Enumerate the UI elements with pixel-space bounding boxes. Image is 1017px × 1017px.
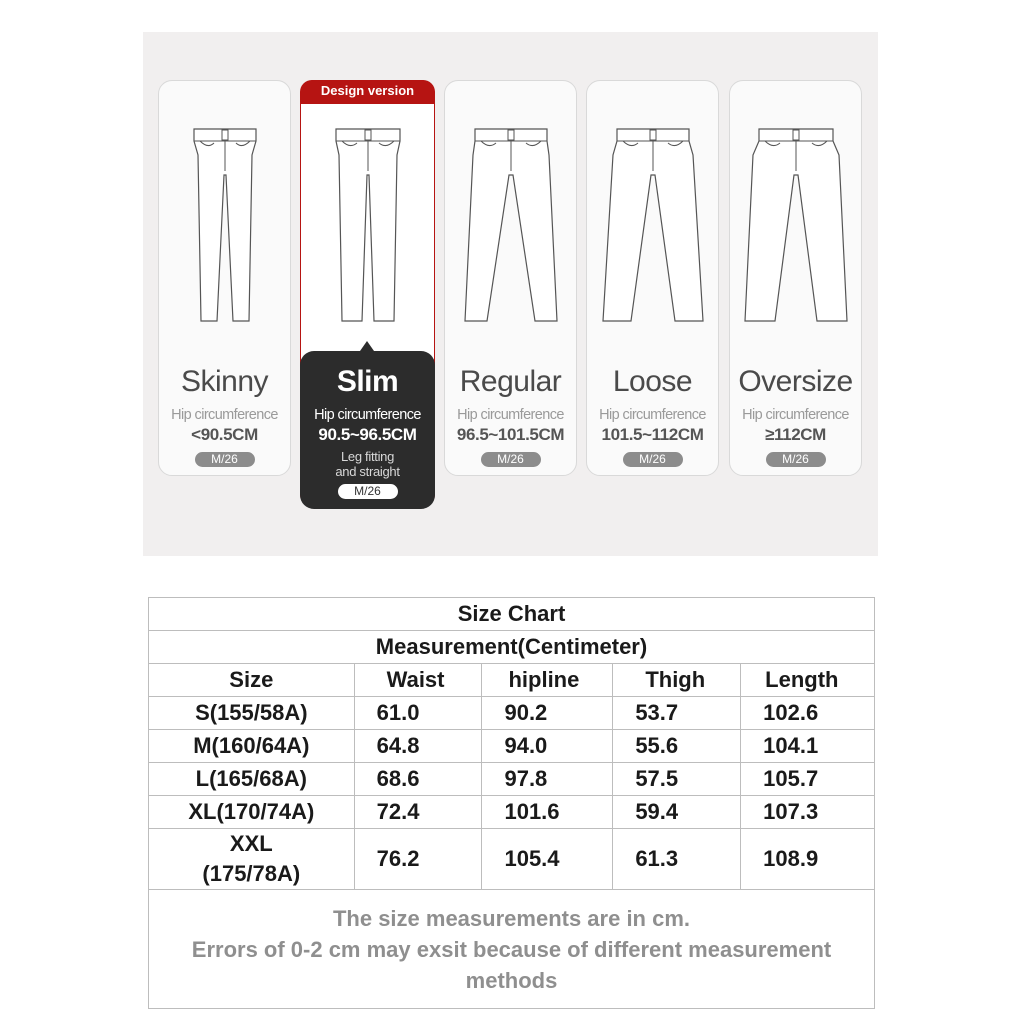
table-row [149,796,875,829]
fit-name: Regular [459,365,562,398]
hipline-cell: 105.4 [482,829,613,890]
measurement-note [149,890,875,1009]
thigh-cell: 53.7 [613,697,741,730]
hipline-cell: 97.8 [482,763,613,796]
table-note-row [149,890,875,1009]
size-cell: L(165/68A) [149,763,355,796]
thigh-cell: 57.5 [613,763,741,796]
column-header-size: Size [149,664,355,697]
loose-pants-icon [601,125,705,325]
oversize-pants-icon [741,125,851,325]
length-cell: 105.7 [741,763,875,796]
note-line-1: The size measurements are in cm. [332,905,691,931]
table-row [149,730,875,763]
design-version-tag: Design version [300,80,435,104]
measurement-unit-heading: Measurement(Centimeter) [149,631,875,664]
thigh-cell: 55.6 [613,730,741,763]
size-cell-line1: XXL [229,831,273,856]
column-header-thigh: Thigh [613,664,741,697]
fit-guide-panel [143,32,878,556]
hip-circumference-label: Hip circumference [171,407,278,423]
table-row [149,829,875,890]
hip-circumference-value: 90.5~96.5CM [318,425,417,444]
fit-card-regular[interactable] [444,80,577,476]
fit-card-slim[interactable] [300,80,435,508]
size-badge: M/26 [623,452,683,467]
column-header-length: Length [741,664,875,697]
length-cell: 102.6 [741,697,875,730]
column-header-waist: Waist [354,664,482,697]
size-cell: S(155/58A) [149,697,355,730]
size-cell: XL(170/74A) [149,796,355,829]
hip-circumference-label: Hip circumference [599,407,706,423]
hip-circumference-label: Hip circumference [457,407,564,423]
hip-circumference-label: Hip circumference [742,407,849,423]
fit-name: Loose [612,365,693,398]
thigh-cell: 59.4 [613,796,741,829]
fit-description [301,449,434,479]
pointer-notch [360,341,374,351]
slim-pants-icon [332,125,404,325]
length-cell: 104.1 [741,730,875,763]
hip-circumference-label: Hip circumference [314,407,421,423]
table-header-row [149,664,875,697]
table-subtitle-row [149,631,875,664]
column-header-hipline: hipline [482,664,613,697]
regular-pants-icon [461,125,561,325]
hipline-cell: 101.6 [482,796,613,829]
hipline-cell: 94.0 [482,730,613,763]
size-badge: M/26 [338,484,398,499]
note-line-3: methods [465,967,558,993]
size-badge: M/26 [481,452,541,467]
size-cell: M(160/64A) [149,730,355,763]
fit-name: Oversize [738,365,853,398]
size-badge: M/26 [766,452,826,467]
fit-name: Slim [336,365,399,398]
fit-description-line2: and straight [335,464,400,479]
size-cell-line2: (175/78A) [202,861,301,886]
note-line-2: Errors of 0-2 cm may exsit because of different measurement [191,936,832,962]
waist-cell: 76.2 [354,829,482,890]
fit-description-line1: Leg fitting [340,449,395,464]
hipline-cell: 90.2 [482,697,613,730]
skinny-pants-icon [190,125,260,325]
size-badge: M/26 [195,452,255,467]
waist-cell: 68.6 [354,763,482,796]
size-cell [149,829,355,890]
table-row [149,697,875,730]
fit-card-loose[interactable] [586,80,719,476]
table-title-row [149,598,875,631]
hip-circumference-value: 96.5~101.5CM [456,425,565,444]
waist-cell: 72.4 [354,796,482,829]
length-cell: 107.3 [741,796,875,829]
thigh-cell: 61.3 [613,829,741,890]
fit-name: Skinny [180,365,269,398]
size-chart-title: Size Chart [149,598,875,631]
fit-card-oversize[interactable] [729,80,862,476]
hip-circumference-value: 101.5~112CM [601,425,704,444]
fit-card-skinny[interactable] [158,80,291,476]
hip-circumference-value: ≥112CM [765,425,826,444]
table-row [149,763,875,796]
hip-circumference-value: <90.5CM [191,425,258,444]
length-cell: 108.9 [741,829,875,890]
waist-cell: 61.0 [354,697,482,730]
waist-cell: 64.8 [354,730,482,763]
size-chart-table [148,597,875,1009]
